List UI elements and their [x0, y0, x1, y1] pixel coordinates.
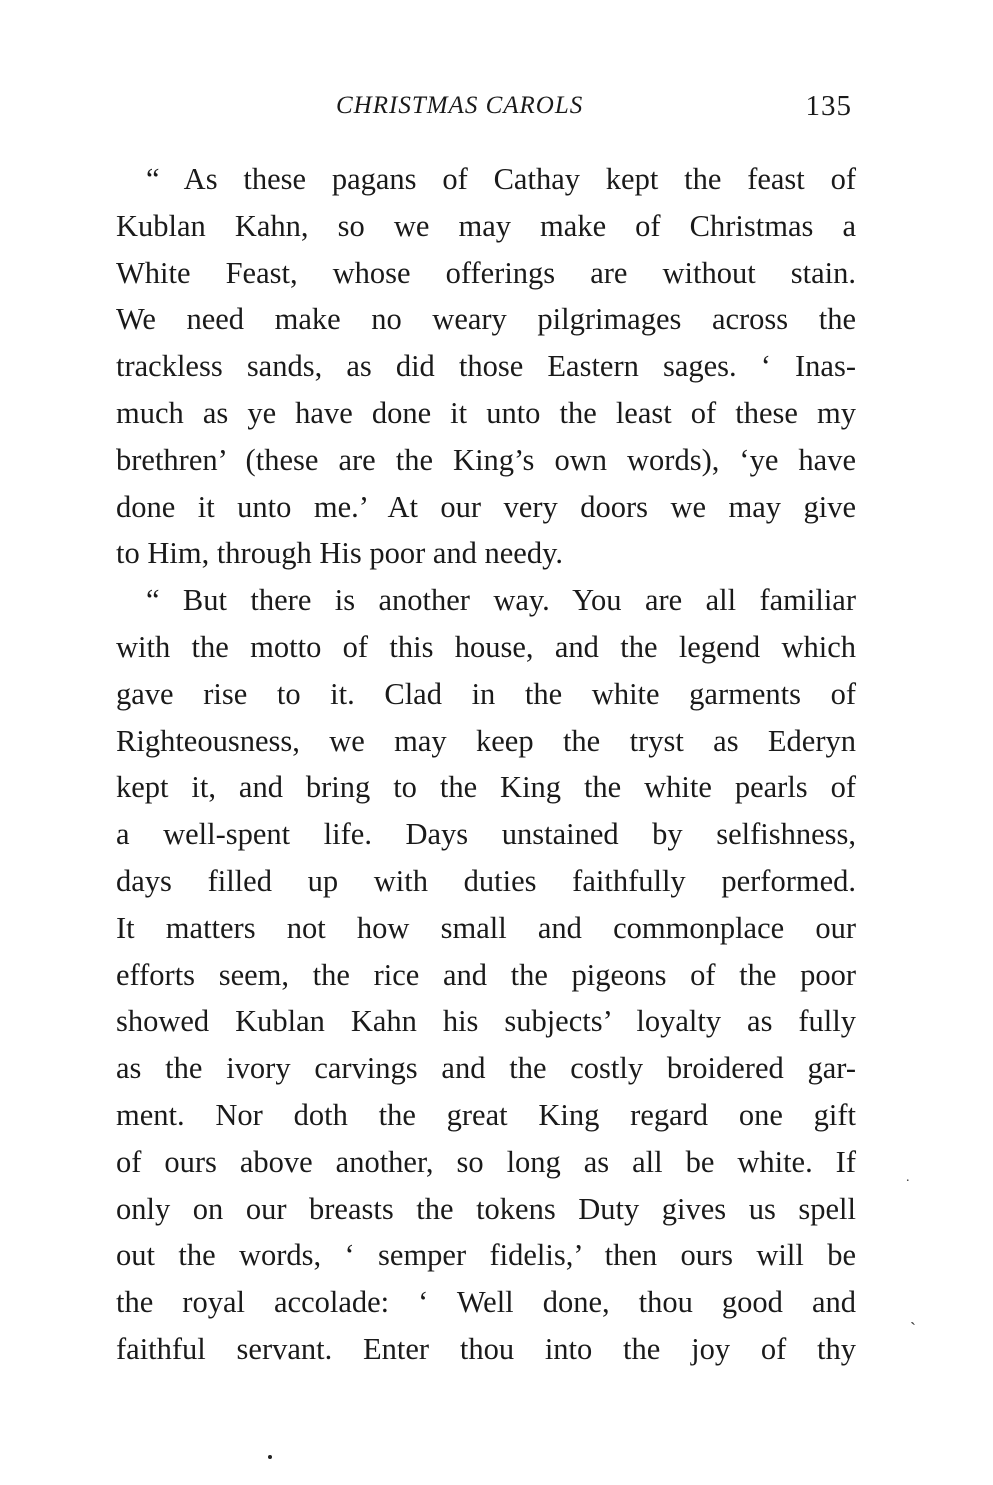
- text-line: faithful servant. Enter thou into the joy of thy: [116, 1331, 856, 1366]
- text-line: trackless sands, as did those Eastern sages. ‘ Inas-: [116, 349, 856, 384]
- text-line: efforts seem, the rice and the pigeons of the poor: [116, 957, 856, 992]
- text-line: only on our breasts the tokens Duty gives us spell: [116, 1191, 856, 1226]
- text-line: ment. Nor doth the great King regard one gift: [116, 1097, 856, 1132]
- page-header: [116, 92, 856, 132]
- text-line: as the ivory carvings and the costly broidered gar-: [116, 1051, 856, 1086]
- text-line: Kublan Kahn, so we may make of Christmas a: [116, 208, 856, 243]
- margin-speck: .: [906, 1170, 910, 1185]
- running-title: CHRISTMAS CAROLS: [336, 92, 584, 119]
- text-line: showed Kublan Kahn his subjects’ loyalty as fully: [116, 1004, 856, 1039]
- text-line: done it unto me.’ At our very doors we may give: [116, 489, 856, 524]
- text-line: White Feast, whose offerings are without stain.: [116, 255, 856, 290]
- text-line: out the words, ‘ semper fidelis,’ then ours will be: [116, 1238, 856, 1273]
- margin-speck: ˏ: [910, 1305, 916, 1325]
- ink-dot: [268, 1455, 272, 1459]
- text-line: much as ye have done it unto the least of these my: [116, 395, 856, 430]
- text-line: kept it, and bring to the King the white pearls of: [116, 770, 856, 805]
- page-number: 135: [805, 90, 852, 122]
- text-line: gave rise to it. Clad in the white garments of: [116, 676, 856, 711]
- text-line: brethren’ (these are the King’s own words), ‘ye have: [116, 442, 856, 477]
- text-line: with the motto of this house, and the legend which: [116, 629, 856, 664]
- text-line: days filled up with duties faithfully performed.: [116, 863, 856, 898]
- text-line: Righteousness, we may keep the tryst as Ederyn: [116, 723, 856, 758]
- text-line: We need make no weary pilgrimages across the: [116, 302, 856, 337]
- text-line: of ours above another, so long as all be white. If: [116, 1144, 856, 1179]
- body-text: [116, 156, 856, 1373]
- text-line: a well-spent life. Days unstained by selfishness,: [116, 817, 856, 852]
- text-line: to Him, through His poor and needy.: [116, 536, 563, 571]
- text-line: the royal accolade: ‘ Well done, thou good and: [116, 1285, 856, 1320]
- text-line: “ As these pagans of Cathay kept the feast of: [146, 162, 856, 196]
- text-line: It matters not how small and commonplace our: [116, 910, 856, 945]
- text-line: “ But there is another way. You are all familiar: [146, 583, 856, 618]
